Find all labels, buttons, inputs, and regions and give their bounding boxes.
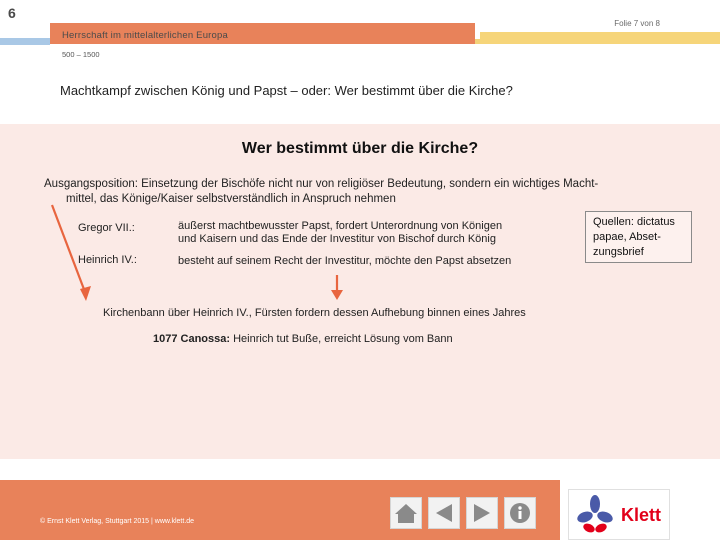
party-desc-gregor-line-1: äußerst machtbewusster Papst, fordert Unterordnung von Königen — [178, 220, 503, 232]
info-button[interactable] — [504, 497, 536, 529]
info-icon — [508, 501, 532, 525]
intro-line-1: Ausgangsposition: Einsetzung der Bischöfe nicht nur von religiöser Bedeutung, sondern ein wichtiges Macht- — [44, 178, 599, 190]
back-arrow-icon — [432, 501, 456, 525]
chapter-number: 6 — [8, 5, 16, 21]
canossa-label: 1077 Canossa: — [153, 333, 231, 345]
slide-title: Machtkampf zwischen König und Papst – oder: Wer bestimmt über die Kirche? — [60, 83, 513, 98]
back-button[interactable] — [428, 497, 460, 529]
party-name-heinrich: Heinrich IV.: — [78, 254, 137, 266]
canossa-text: Heinrich tut Buße, erreicht Lösung vom Bann — [230, 333, 453, 345]
sources-box: Quellen: dictatus papae, Abset-zungsbrief — [585, 211, 692, 263]
result-excommunication: Kirchenbann über Heinrich IV., Fürsten fordern dessen Aufhebung binnen eines Jahres — [103, 307, 526, 319]
party-desc-heinrich: besteht auf seinem Recht der Investitur, möchte den Papst absetzen — [178, 255, 512, 267]
content-heading: Wer bestimmt über die Kirche? — [241, 140, 479, 157]
intro-line-2: mittel, das Könige/Kaiser selbstverständlich in Anspruch nehmen — [66, 193, 396, 205]
result-canossa — [153, 333, 453, 345]
party-desc-gregor-line-2: und Kaisern und das Ende der Investitur von Bischof durch König — [178, 233, 496, 245]
forward-button[interactable] — [466, 497, 498, 529]
forward-arrow-icon — [470, 501, 494, 525]
chapter-title: Herrschaft im mittelalterlichen Europa — [62, 30, 228, 41]
home-button[interactable] — [390, 497, 422, 529]
klett-logo — [568, 489, 670, 540]
diagonal-arrow — [52, 205, 91, 301]
klett-clover-icon — [571, 490, 621, 539]
page-indicator: Folie 7 von 8 — [614, 19, 660, 28]
down-arrow — [331, 275, 343, 300]
home-icon — [393, 501, 419, 525]
party-name-gregor: Gregor VII.: — [78, 222, 135, 234]
copyright-text: © Ernst Klett Verlag, Stuttgart 2015 | www.klett.de — [40, 518, 195, 525]
klett-logo-text: Klett — [621, 505, 661, 525]
time-period: 500 – 1500 — [62, 50, 100, 59]
